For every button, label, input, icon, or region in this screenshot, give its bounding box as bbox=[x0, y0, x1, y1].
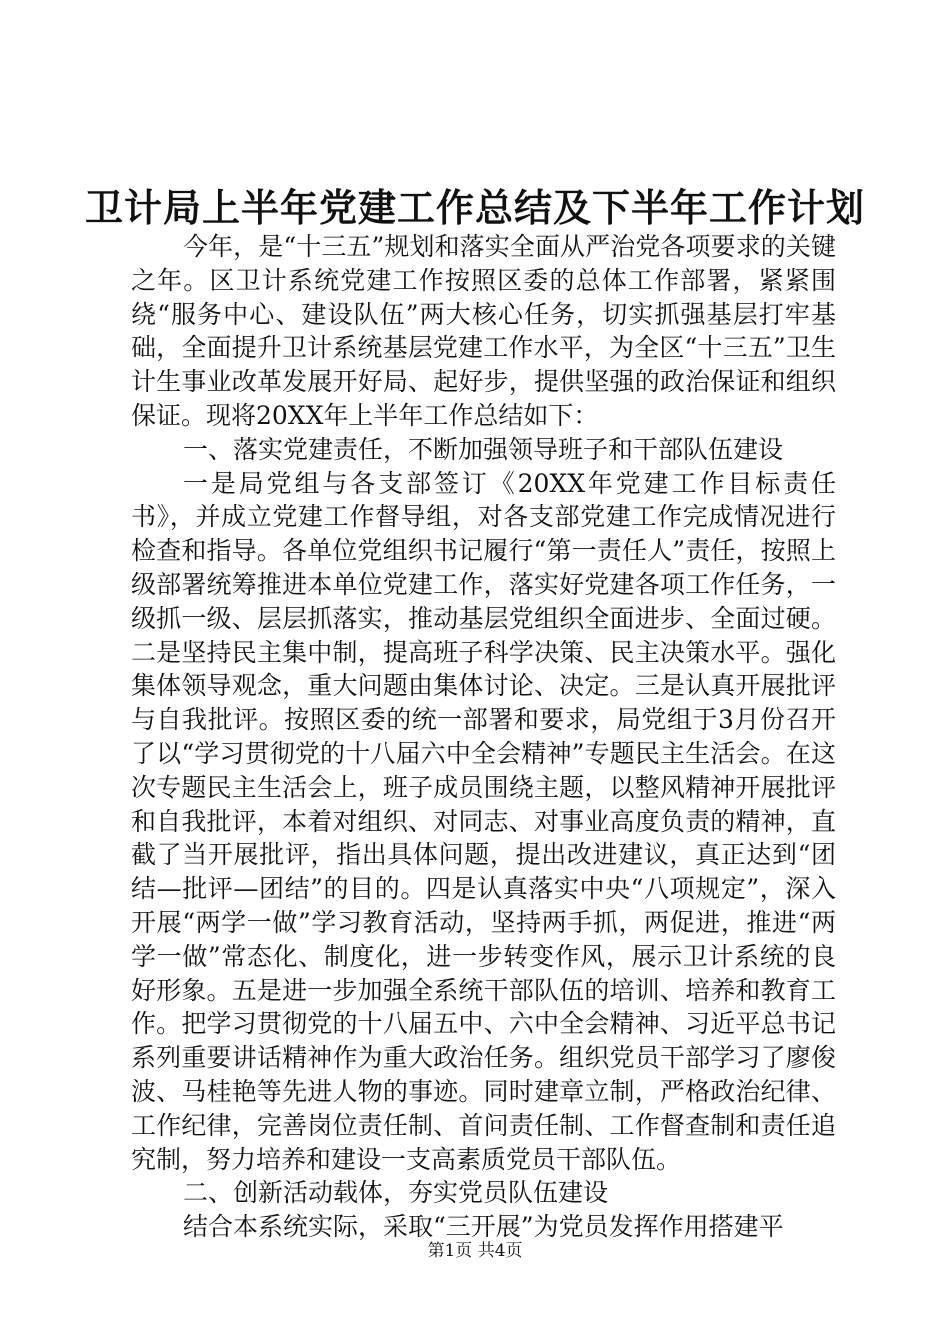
section-heading-1: 一、落实党建责任，不断加强领导班子和干部队伍建设 bbox=[183, 434, 784, 464]
intro-paragraph: 今年，是“十三五”规划和落实全面从严治党各项要求的关键之年。区卫计系统党建工作按照区委的总体工作部署，紧紧围绕“服务中心、建设队伍”两大核心任务，切实抓强基层打牢基础，全面提升卫计系统基层党建工作水平，为全区“十三五”卫生计生事业改革发展开好局、起好步，提供坚强的政治保证和组织保证。现将20XX年上半年工作总结如下： bbox=[131, 232, 836, 430]
section-heading-2: 二、创新活动载体，夯实党员队伍建设 bbox=[183, 1178, 609, 1208]
page-number-footer: 第1页 共4页 bbox=[427, 1241, 523, 1261]
section-2-paragraph: 结合本系统实际，采取“三开展”为党员发挥作用搭建平 bbox=[183, 1212, 784, 1242]
document-body bbox=[131, 230, 836, 1244]
section-1-paragraph: 一是局党组与各支部签订《20XX年党建工作目标责任书》，并成立党建工作督导组，对各支部党建工作完成情况进行检查和指导。各单位党组织书记履行“第一责任人”责任，按照上级部署统筹推进本单位党建工作，落实好党建各项工作任务，一级抓一级、层层抓落实，推动基层党组织全面进步、全面过硬。二是坚持民主集中制，提高班子科学决策、民主决策水平。强化集体领导观念，重大问题由集体讨论、决定。三是认真开展批评与自我批评。按照区委的统一部署和要求，局党组于3月份召开了以“学习贯彻党的十八届六中全会精神”专题民主生活会。在这次专题民主生活会上，班子成员围绕主题，以整风精神开展批评和自我批评，本着对组织、对同志、对事业高度负责的精神，直截了当开展批评，指出具体问题，提出改进建议，真正达到“团结—批评—团结”的目的。四是认真落实中央“八项规定”，深入开展“两学一做”学习教育活动，坚持两手抓，两促进，推进“两学一做”常态化、制度化，进一步转变作风，展示卫计系统的良好形象。五是进一步加强全系统干部队伍的培训、培养和教育工作。把学习贯彻党的十八届五中、六中全会精神、习近平总书记系列重要讲话精神作为重大政治任务。组织党员干部学习了廖俊波、马桂艳等先进人物的事迹。同时建章立制，严格政治纪律、工作纪律，完善岗位责任制、首问责任制、工作督查制和责任追究制，努力培养和建设一支高素质党员干部队伍。 bbox=[131, 468, 836, 1174]
document-title: 卫计局上半年党建工作总结及下半年工作计划 bbox=[84, 185, 865, 230]
